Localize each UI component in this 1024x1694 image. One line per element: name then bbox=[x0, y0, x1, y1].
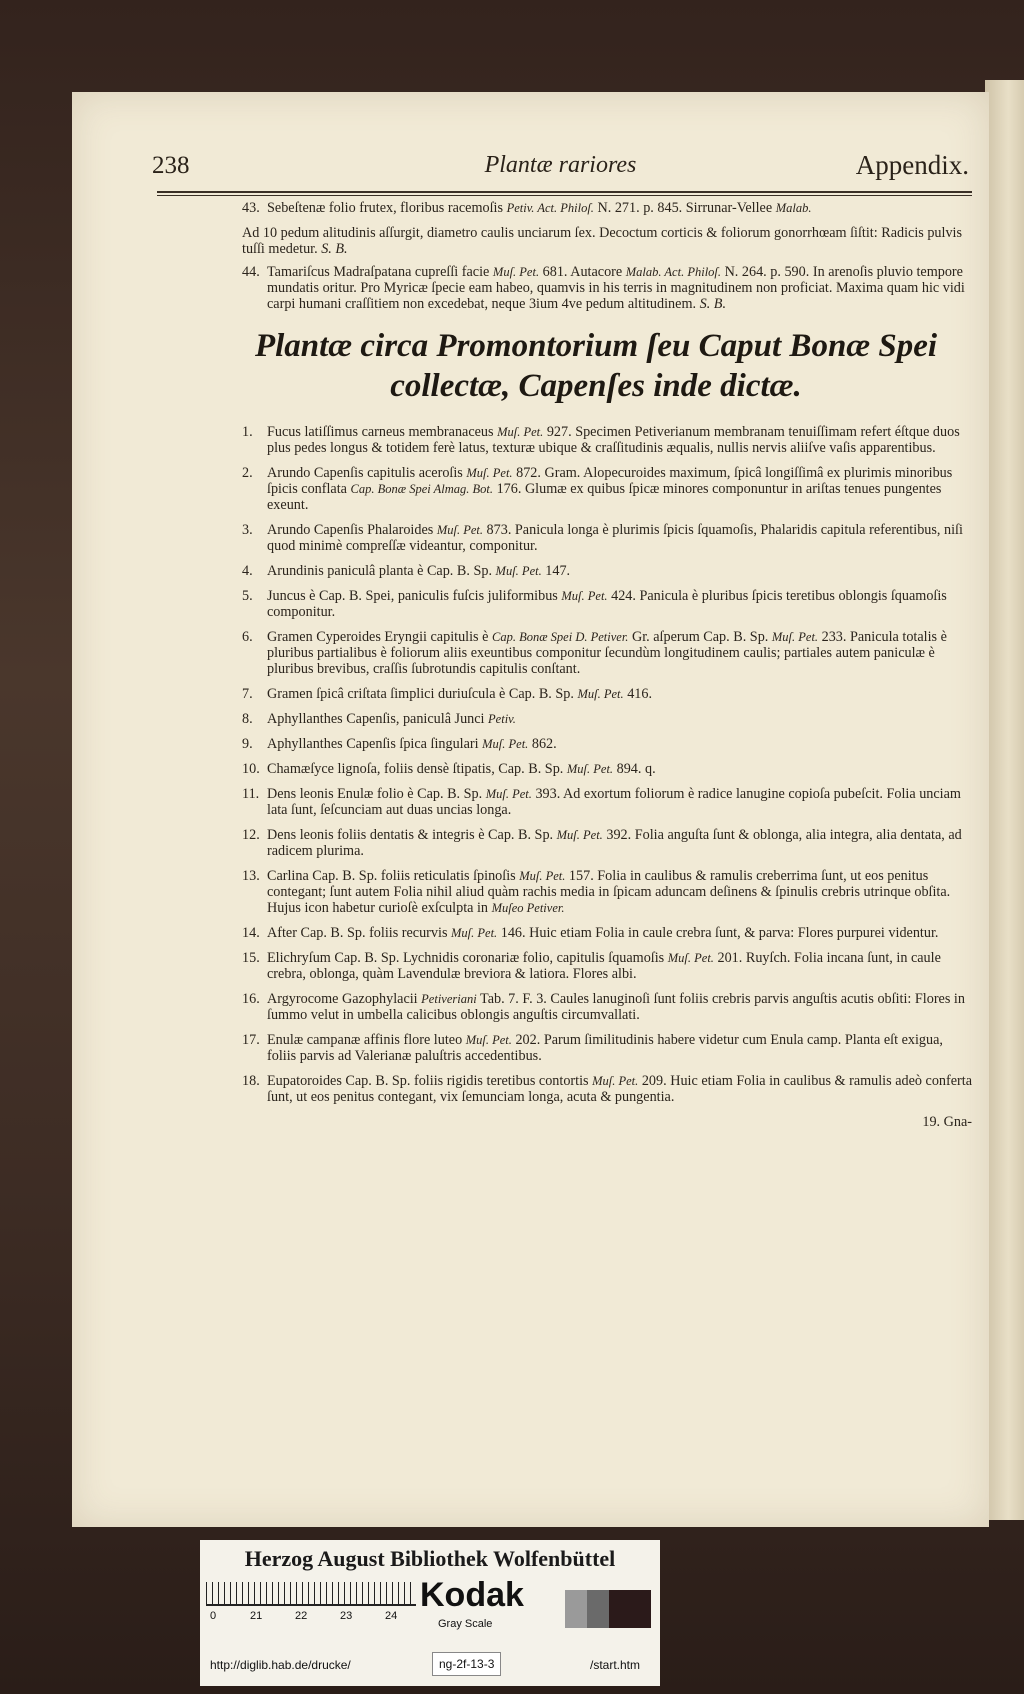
entry-text: Elichryſum Cap. B. Sp. Lychnidis coronariæ folio, capitulis ſquamoſis bbox=[267, 950, 665, 966]
entry-text: Arundo Capenſis Phalaroides bbox=[267, 522, 434, 538]
entry-text: 873. Panicula longa è plurimis ſpicis ſquamoſis, Phalaridis capitula referentibus, niſi quod minimè compreſſæ videantur, componitur. bbox=[267, 522, 963, 554]
entry-citation: Muſ. Pet. bbox=[485, 787, 532, 801]
entry-text: Enulæ campanæ affinis flore luteo bbox=[267, 1032, 463, 1048]
plant-entry bbox=[242, 711, 972, 727]
entry-number: 8. bbox=[242, 711, 253, 727]
entry-number: 43. bbox=[242, 200, 260, 216]
entry-citation: Petiveriani bbox=[421, 992, 477, 1006]
entry-text: After Cap. B. Sp. foliis recurvis bbox=[267, 925, 448, 941]
section-title-line1: Plantæ circa Promontorium ſeu Caput Bonæ Spei bbox=[254, 328, 938, 364]
kodak-logo: Kodak bbox=[420, 1576, 524, 1614]
entry-text: Gr. aſperum Cap. B. Sp. bbox=[631, 629, 769, 645]
page-header bbox=[152, 150, 969, 190]
entry-citation: Petiv. Act. Philoſ. bbox=[506, 201, 594, 215]
entry-number: 12. bbox=[242, 827, 260, 843]
entry-citation: Muſ. Pet. bbox=[436, 523, 483, 537]
entry-text: 201. Ruyſch. Folia incana ſunt, in caule crebra, oblonga, quàm Lavendulæ breviora & latiora. Flores albi. bbox=[267, 950, 941, 982]
entry-citation: Muſ. Pet. bbox=[667, 951, 714, 965]
entry-number: 1. bbox=[242, 424, 253, 440]
library-name: Herzog August Bibliothek Wolfenbüttel bbox=[244, 1546, 616, 1571]
entry-citation: Muſ. Pet. bbox=[492, 265, 540, 279]
entry-text: 681. Autacore bbox=[542, 264, 623, 280]
book-page bbox=[72, 92, 989, 1527]
entry-text: 862. bbox=[531, 736, 557, 752]
entry-citation: Muſ. Pet. bbox=[466, 466, 513, 480]
entry-text: 209. Huic etiam Folia in caulibus & ramulis adeò conferta ſunt, ut eos penitus contegant, vix ſemunciam longa, acuta & pungentia. bbox=[267, 1073, 972, 1105]
paragraph-text: Ad 10 pedum alitudinis aſſurgit, diametro caulis unciarum ſex. Decoctum corticis & foliorum gonorrhœam ſiſtit: Radicis pulvis tuſſi medetur. bbox=[242, 225, 963, 257]
paragraph-ad bbox=[242, 225, 972, 257]
plant-entry bbox=[242, 424, 972, 456]
entry-number: 14. bbox=[242, 925, 260, 941]
entry-number: 16. bbox=[242, 991, 260, 1007]
entry-text: N. 271. p. 845. Sirrunar-Vellee bbox=[597, 200, 773, 216]
entry-citation: Muſ. Pet. bbox=[592, 1074, 639, 1088]
start-link: /start.htm bbox=[589, 1658, 640, 1672]
author-signature: S. B. bbox=[699, 296, 726, 312]
entry-citation: Muſ. Pet. bbox=[561, 589, 608, 603]
entry-number: 17. bbox=[242, 1032, 260, 1048]
plant-entry-list bbox=[242, 424, 972, 1105]
plant-entry bbox=[242, 465, 972, 513]
entry-number: 18. bbox=[242, 1073, 260, 1089]
plant-entry bbox=[242, 588, 972, 620]
entry-citation: Muſ. Pet. bbox=[566, 762, 614, 776]
entry-citation: Cap. Bonæ Spei D. Petiver. bbox=[491, 630, 629, 644]
entry-number: 44. bbox=[242, 264, 260, 280]
entry-text: 424. Panicula è pluribus ſpicis teretibus oblongis ſquamoſis componitur. bbox=[267, 588, 947, 620]
entry-number: 15. bbox=[242, 950, 260, 966]
entry-text: 147. bbox=[545, 563, 571, 579]
page-number: 238 bbox=[152, 152, 190, 179]
entry-text: 393. Ad exortum foliorum è radice lanugine copioſa pubeſcit. Folia unciam lata ſunt, ſeſcunciam aut duas uncias longa. bbox=[267, 786, 961, 818]
entry-text: 872. Gram. Alopecuroides maximum, ſpicâ longiſſimâ ex plurimis minoribus ſpicis conflata bbox=[267, 465, 953, 497]
running-title: Plantæ rariores bbox=[484, 152, 637, 178]
entry-number: 6. bbox=[242, 629, 253, 645]
entry-43 bbox=[242, 200, 972, 216]
entry-number: 4. bbox=[242, 563, 253, 579]
gray-scale-label: Gray Scale bbox=[438, 1618, 493, 1630]
section-title-line2: collectæ, Capenſes inde dictæ. bbox=[390, 368, 802, 404]
adjacent-page-edge bbox=[985, 80, 1024, 1520]
entry-text: 233. Panicula totalis è pluribus partialibus è foliorum aliis exeuntibus componitur ſecundùm longitudinem caulis; partiales autem paniculæ è pluribus brevibus, craſſis ſubrotundis capitulis conſtant. bbox=[267, 629, 947, 677]
gray-patch bbox=[565, 1590, 587, 1628]
plant-entry bbox=[242, 629, 972, 677]
entry-citation: Muſ. Pet. bbox=[465, 1033, 512, 1047]
entry-text: N. 264. p. 590. In arenoſis pluvio tempore mundatis oritur. Pro Myricæ ſpecie eam habeo, quamvis in his terris in magnitudinem non proficiat. Maxima quam hic vidi carpi humani craſſitiem non excedebat, neque 3ium 4ve pedum altitudinem. bbox=[267, 264, 965, 312]
entry-citation: Muſ. Pet. bbox=[482, 737, 529, 751]
plant-entry bbox=[242, 1032, 972, 1064]
entry-citation: Muſ. Pet. bbox=[451, 926, 498, 940]
entry-number: 3. bbox=[242, 522, 253, 538]
author-signature: S. B. bbox=[321, 241, 348, 257]
entry-44 bbox=[242, 264, 972, 312]
entry-citation: Muſ. Pet. bbox=[577, 687, 624, 701]
entry-number: 2. bbox=[242, 465, 253, 481]
entry-citation: Cap. Bonæ Spei Almag. Bot. bbox=[350, 482, 494, 496]
entry-text: Gramen Cyperoides Eryngii capitulis è bbox=[267, 629, 489, 645]
entry-number: 10. bbox=[242, 761, 260, 777]
entry-citation: Muſ. Pet. bbox=[519, 869, 566, 883]
entry-citation: Petiv. bbox=[488, 712, 516, 726]
entry-number: 11. bbox=[242, 786, 260, 802]
ruler-scale bbox=[206, 1582, 416, 1606]
entry-text: Chamæſyce lignoſa, foliis densè ſtipatis, Cap. B. Sp. bbox=[267, 761, 564, 777]
entry-text: Dens leonis Enulæ folio è Cap. B. Sp. bbox=[267, 786, 483, 802]
entry-number: 5. bbox=[242, 588, 253, 604]
entry-number: 7. bbox=[242, 686, 253, 702]
entry-text: Dens leonis foliis dentatis & integris è Cap. B. Sp. bbox=[267, 827, 554, 843]
entry-text: Carlina Cap. B. Sp. foliis reticulatis ſpinoſis bbox=[267, 868, 516, 884]
ruler-number: 22 bbox=[295, 1610, 308, 1622]
entry-text: Arundo Capenſis capitulis aceroſis bbox=[267, 465, 463, 481]
plant-entry bbox=[242, 736, 972, 752]
entry-text: 157. Folia in caulibus & ramulis creberrima ſunt, ut eos penitus contegant; ſunt autem Folia nihil aliud quàm rachis media in ſpicam aduncam deſinens & ſpinulis crebris utrinque obſita. Hujus icon habetur curioſè exſculpta in bbox=[267, 868, 951, 916]
plant-entry bbox=[242, 991, 972, 1023]
entry-text: Arundinis paniculâ planta è Cap. B. Sp. bbox=[267, 563, 492, 579]
plant-entry bbox=[242, 686, 972, 702]
ruler-number: 0 bbox=[210, 1610, 217, 1622]
entry-text: Tab. 7. F. 3. Caules lanuginoſi ſunt foliis crebris parvis anguſtis acutis obſiti: Flores in ſummo velut in umbella calicibus oblongis anguſtis circumvallati. bbox=[267, 991, 965, 1023]
plant-entry bbox=[242, 950, 972, 982]
entry-citation: Muſeo Petiver. bbox=[491, 901, 565, 915]
entry-text: 392. Folia anguſta ſunt & oblonga, alia integra, alia dentata, ad radicem plurima. bbox=[267, 827, 962, 859]
ruler-number: 24 bbox=[385, 1610, 398, 1622]
plant-entry bbox=[242, 925, 972, 941]
entry-text: Aphyllanthes Capenſis, paniculâ Junci bbox=[267, 711, 485, 727]
entry-text: Sebeſtenæ folio frutex, floribus racemoſis bbox=[267, 200, 504, 216]
entry-citation: Malab. Act. Philoſ. bbox=[625, 265, 722, 279]
gray-patch bbox=[609, 1590, 651, 1628]
entry-text: 146. Huic etiam Folia in caule crebra ſunt, & parva: Flores purpurei videntur. bbox=[500, 925, 939, 941]
header-rule bbox=[157, 191, 972, 193]
entry-text: 894. q. bbox=[616, 761, 656, 777]
entry-citation: Muſ. Pet. bbox=[771, 630, 819, 644]
entry-text: Gramen ſpicâ criſtata ſimplici duriuſcula è Cap. B. Sp. bbox=[267, 686, 574, 702]
gray-patch bbox=[587, 1590, 609, 1628]
entry-citation: Muſ. Pet. bbox=[495, 564, 542, 578]
plant-entry bbox=[242, 563, 972, 579]
entry-citation: Malab. bbox=[775, 201, 812, 215]
catchword: 19. Gna- bbox=[922, 1114, 972, 1130]
entry-text: 416. bbox=[627, 686, 653, 702]
plant-entry bbox=[242, 522, 972, 554]
page-body bbox=[242, 200, 972, 1130]
entry-text: Aphyllanthes Capenſis ſpica ſingulari bbox=[267, 736, 479, 752]
plant-entry bbox=[242, 868, 972, 916]
entry-text: 176. Glumæ ex quibus ſpicæ minores componuntur in ariſtas tenues pungentes exeunt. bbox=[267, 481, 942, 513]
entry-text: Juncus è Cap. B. Spei, paniculis fuſcis juliformibus bbox=[267, 588, 558, 604]
plant-entry bbox=[242, 761, 972, 777]
plant-entry bbox=[242, 827, 972, 859]
entry-citation: Muſ. Pet. bbox=[556, 828, 603, 842]
entry-text: Argyrocome Gazophylacii bbox=[267, 991, 418, 1007]
entry-text: Fucus latiſſimus carneus membranaceus bbox=[267, 424, 494, 440]
library-url: http://diglib.hab.de/drucke/ bbox=[210, 1658, 351, 1672]
library-footer bbox=[200, 1652, 660, 1682]
section-label: Appendix. bbox=[855, 150, 969, 180]
entry-number: 9. bbox=[242, 736, 253, 752]
section-title bbox=[220, 326, 972, 406]
plant-entry bbox=[242, 786, 972, 818]
entry-text: Eupatoroides Cap. B. Sp. foliis rigidis teretibus contortis bbox=[267, 1073, 589, 1089]
entry-citation: Muſ. Pet. bbox=[497, 425, 544, 439]
plant-entry bbox=[242, 1073, 972, 1105]
shelfmark: ng-2f-13-3 bbox=[432, 1652, 501, 1676]
header-rule-thin bbox=[157, 195, 972, 196]
entry-text: 202. Parum ſimilitudinis habere videtur cum Enula camp. Planta eſt exigua, foliis parvis ad Valerianæ paluſtris accedentibus. bbox=[267, 1032, 943, 1064]
entry-number: 13. bbox=[242, 868, 260, 884]
library-banner bbox=[200, 1540, 660, 1686]
entry-text: Tamariſcus Madraſpatana cupreſſi facie bbox=[267, 264, 490, 280]
entry-text: 927. Specimen Petiverianum membranam tenuiſſimam refert éſtque duos plus pedes longus & totidem ferè latus, texturæ ubique & craſſitudinis æqualis, nullis nervis aliiſve vaſis apparentibus. bbox=[267, 424, 960, 456]
ruler-number: 21 bbox=[250, 1610, 263, 1622]
ruler-number: 23 bbox=[340, 1610, 353, 1622]
